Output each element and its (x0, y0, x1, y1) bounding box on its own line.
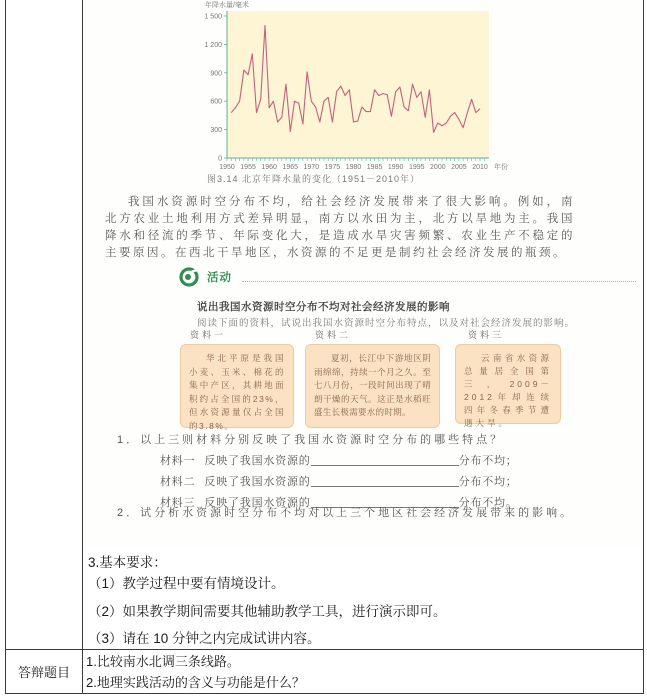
chart-x-tick-label: 1955 (240, 164, 256, 171)
defense-row-header: 答辩题目 (17, 665, 70, 680)
question-1: 1．以上三则材料分别反映了我国水资源时空分布的哪些特点？ (117, 434, 505, 446)
chart-y-tick-label: 1 200 (204, 41, 222, 49)
material-1-mid: 反映了我国水资源的 (204, 455, 311, 467)
defense-question-2: 2.地理实践活动的含义与功能是什么？ (86, 675, 305, 690)
chart-y-tick-label: 0 (218, 155, 222, 163)
chart-x-tick-label: 2005 (451, 164, 467, 171)
chart-plot-area (227, 11, 489, 158)
source-box-2: 夏初，长江中下游地区阴雨绵绵，持续一个月之久。至七八月份，一段时间出现了晴朗干燥的天气。这正是水稻旺盛生长极需要水的时期。 (305, 344, 440, 428)
chart-y-tick-label: 300 (210, 127, 222, 135)
material-3-mid: 反映了我国水资源的 (204, 497, 311, 509)
source-box-3: 云南省水资源总量居全国第三，2009－2012年却连续四年冬春季节遭遇大旱。 (455, 344, 561, 424)
material-3-suffix: 分布不均。 (458, 497, 518, 509)
requirement-item-1: （1）教学过程中要有情境设计。 (88, 576, 285, 591)
material-1-prefix: 材料一 (160, 455, 196, 467)
textbook-scan (84, 0, 642, 546)
precipitation-chart (202, 0, 512, 172)
chart-x-tick-label: 1975 (324, 164, 341, 171)
table-border-left (5, 0, 6, 694)
dotted-rule (242, 273, 636, 282)
requirement-item-2: （2）如果教学期间需要其他辅助教学工具，进行演示即可。 (88, 604, 447, 619)
table-border-column (82, 0, 83, 694)
question-1-line-2 (160, 473, 518, 489)
requirement-item-3: （3）请在 10 分钟之内完成试讲内容。 (88, 631, 321, 646)
material-2-mid: 反映了我国水资源的 (204, 476, 311, 488)
fill-in-blank-1 (311, 453, 459, 466)
chart-x-tick-label: 1980 (345, 164, 362, 171)
chart-x-tick-label: 1985 (366, 164, 383, 171)
question-1-line-1 (160, 452, 518, 468)
fill-in-blank-2 (311, 474, 459, 487)
material-3-prefix: 材料三 (160, 497, 196, 509)
activity-title: 说出我国水资源时空分布不均对社会经济发展的影响 (197, 301, 450, 313)
requirements-heading: 3.基本要求： (88, 555, 167, 570)
table-border-right (643, 0, 644, 694)
table-border-row-separator (5, 649, 644, 650)
chart-x-tick-label: 1970 (303, 164, 320, 171)
source-label-3: 资料三 (468, 330, 505, 340)
chart-x-tick-label: 1960 (261, 164, 277, 171)
chart-x-tick-label: 2010 (472, 164, 488, 171)
chart-x-tick-label: 1990 (387, 164, 404, 171)
chart-caption: 图3.14 北京年降水量的变化（1951－2010年） (207, 174, 421, 184)
chart-y-tick-label: 1 500 (204, 13, 222, 21)
table-border-bottom (5, 693, 644, 694)
source-label-1: 资料一 (190, 330, 227, 340)
question-2: 2．试分析水资源时空分布不均对以上三个地区社会经济发展带来的影响。 (117, 507, 575, 519)
activity-icon (178, 266, 200, 288)
material-1-suffix: 分布不均； (458, 455, 518, 467)
chart-x-axis-label: 年份 (494, 164, 508, 171)
activity-label: 活动 (207, 272, 232, 284)
precipitation-chart-svg (202, 0, 512, 172)
chart-x-tick-label: 1950 (219, 164, 235, 171)
chart-y-axis-label: 年降水量/毫米 (205, 2, 249, 9)
textbook-paragraph: 我国水资源时空分布不均，给社会经济发展带来了很大影响。例如，南北方农业土地利用方式差异明显，南方以水田为主，北方以旱地为主。我国降水和径流的季节、年际变化大，是造成水旱灾害频繁、农业生产不稳定的主要原因。在西北干旱地区，水资源的不足更是制约社会经济发展的瓶颈。 (105, 196, 575, 259)
chart-y-tick-label: 600 (210, 98, 222, 106)
chart-x-tick-label: 1965 (282, 164, 299, 171)
chart-x-tick-label: 1995 (408, 164, 425, 171)
defense-question-1: 1.比较南水北调三条线路。 (86, 654, 240, 669)
chart-y-tick-label: 900 (210, 70, 222, 78)
chart-x-tick-label: 2000 (430, 164, 446, 171)
material-2-suffix: 分布不均； (458, 476, 518, 488)
source-label-2: 资料二 (315, 330, 352, 340)
activity-header (178, 266, 636, 288)
source-box-1: 华北平原是我国小麦、玉米、棉花的集中产区，其耕地面积约占全国的23%，但水资源量仅占全国的3.8%。 (180, 344, 294, 428)
activity-intro: 阅读下面的资料，试说出我国水资源时空分布特点，以及对社会经济发展的影响。 (197, 318, 576, 329)
material-2-prefix: 材料二 (160, 476, 196, 488)
